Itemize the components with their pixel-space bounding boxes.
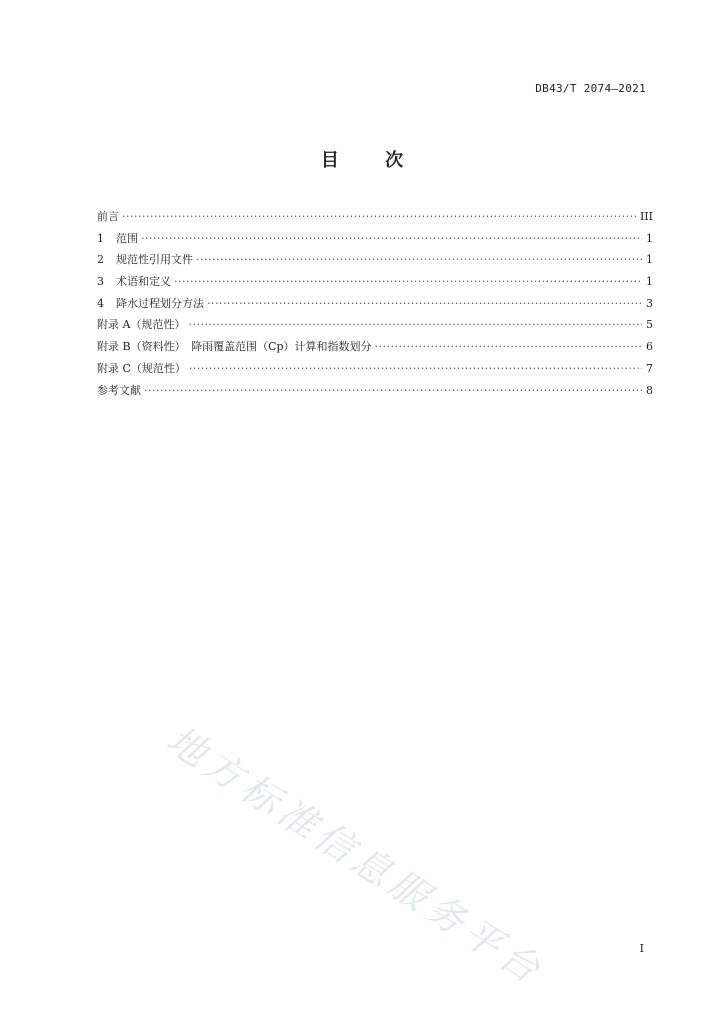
toc-entry-scope[interactable] [97, 228, 653, 250]
toc-entry-number: 4 [97, 296, 104, 310]
toc-leader-dots [375, 336, 642, 358]
toc-entry-label: 前言 [97, 210, 119, 223]
page-title: 目 次 [320, 150, 404, 171]
table-of-contents [97, 206, 653, 401]
toc-leader-dots [144, 380, 642, 402]
toc-entry-page: 1 [646, 253, 653, 267]
toc-entry-preface[interactable] [97, 206, 653, 228]
toc-entry-appendix-a[interactable] [97, 314, 653, 336]
toc-leader-dots [141, 228, 642, 250]
toc-entry-number: 1 [97, 231, 104, 245]
toc-entry-label: 参考文献 [97, 383, 141, 397]
toc-entry-page: 6 [646, 340, 653, 354]
toc-entry-terms[interactable] [97, 271, 653, 293]
toc-leader-dots [122, 206, 637, 228]
watermark: 地方标准信息服务平台 [159, 717, 553, 995]
toc-entry-appendix-b[interactable] [97, 336, 653, 358]
toc-entry-number: 3 [97, 275, 104, 289]
toc-entry-page: 7 [646, 361, 653, 375]
document-id: DB43/T 2074—2021 [535, 82, 646, 95]
toc-entry-page: 1 [646, 275, 653, 289]
toc-entry-label: 1 范围 [97, 228, 138, 250]
toc-entry-label: 2 规范性引用文件 [97, 249, 193, 271]
toc-entry-page: 1 [646, 231, 653, 245]
toc-entry-normative-references[interactable] [97, 249, 653, 271]
toc-entry-number: 2 [97, 253, 104, 267]
toc-entry-label: 3 术语和定义 [97, 271, 171, 293]
toc-entry-method[interactable] [97, 293, 653, 315]
toc-entry-label: 附录 C（规范性） [97, 361, 186, 375]
toc-entry-page: III [639, 210, 653, 223]
toc-entry-bibliography[interactable] [97, 380, 653, 402]
toc-entry-appendix-c[interactable] [97, 358, 653, 380]
toc-leader-dots [189, 358, 642, 380]
toc-leader-dots [196, 249, 642, 271]
toc-leader-dots [174, 271, 642, 293]
toc-entry-label: 4 降水过程划分方法 [97, 293, 204, 315]
page-number: I [639, 942, 644, 955]
toc-entry-page: 3 [646, 296, 653, 310]
toc-entry-label: 附录 B（资料性） 降雨覆盖范围（Cp）计算和指数划分 [97, 340, 372, 354]
toc-leader-dots [207, 293, 642, 315]
toc-entry-page: 5 [646, 318, 653, 332]
toc-entry-page: 8 [646, 383, 653, 397]
toc-entry-label: 附录 A（规范性） [97, 318, 186, 332]
toc-leader-dots [188, 314, 642, 336]
